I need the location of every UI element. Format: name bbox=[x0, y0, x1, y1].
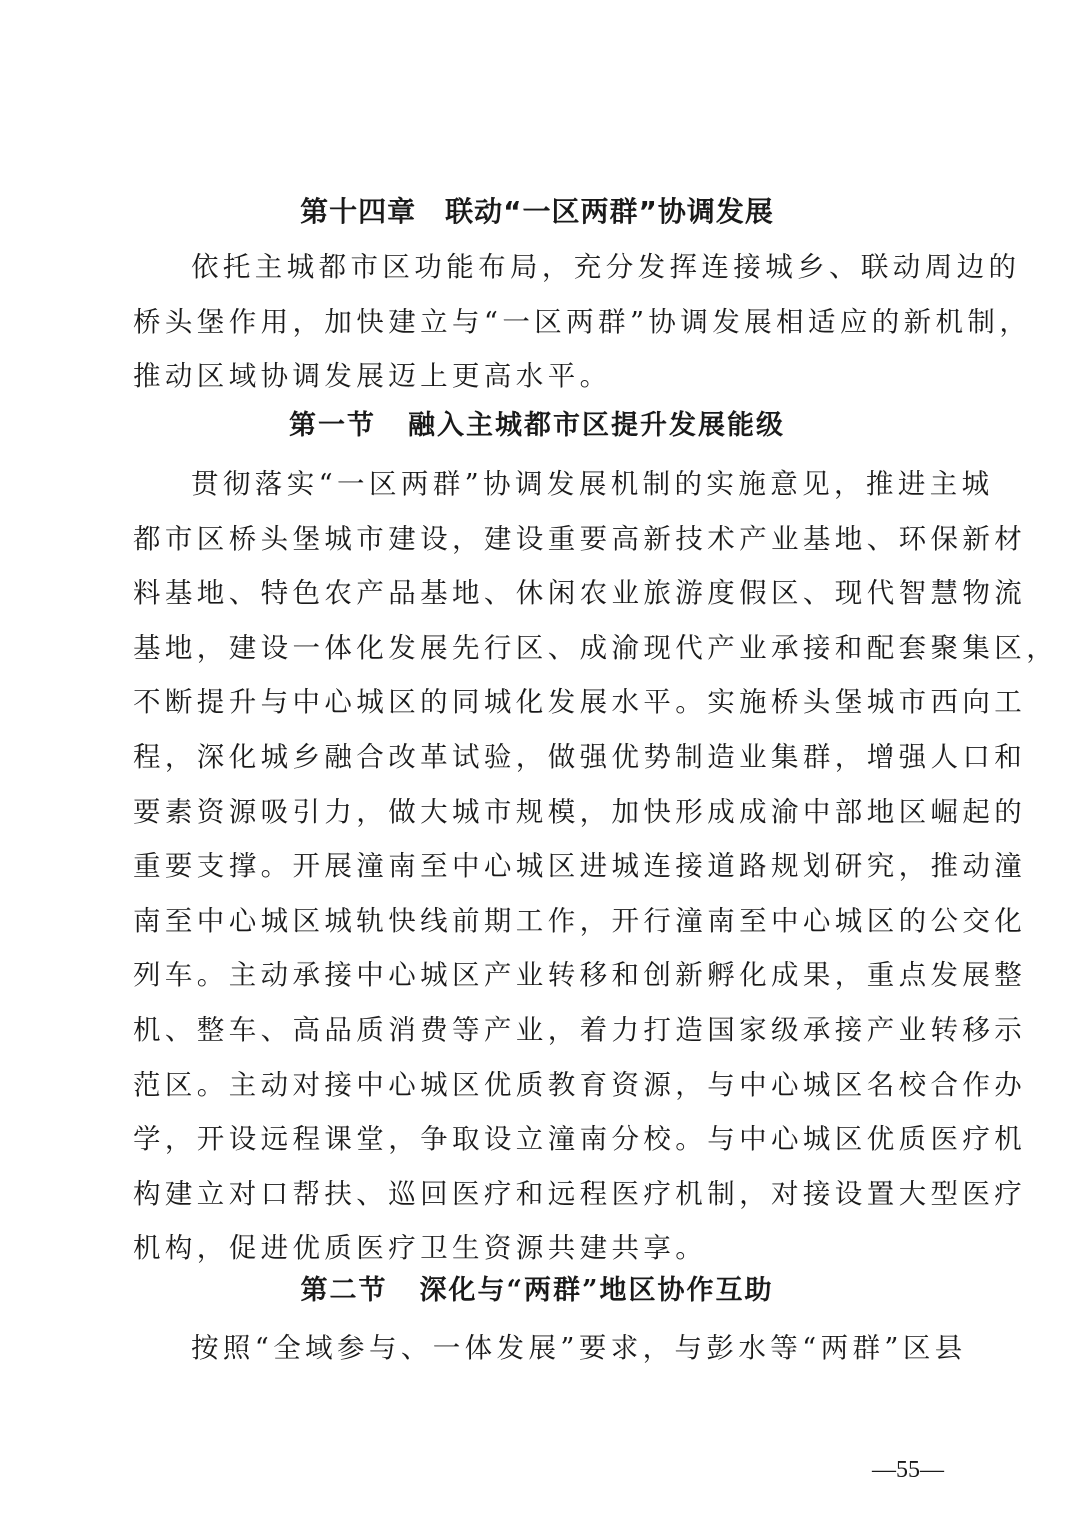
paragraph-line: 要素资源吸引力，做大城市规模，加快形成成渝中部地区崛起的 bbox=[133, 795, 1027, 828]
paragraph-line: 南至中心城区城轨快线前期工作，开行潼南至中心城区的公交化 bbox=[133, 904, 1027, 937]
paragraph-line: 学，开设远程课堂，争取设立潼南分校。与中心城区优质医疗机 bbox=[133, 1123, 1027, 1156]
section-title-text: 深化与“两群”地区协作互助 bbox=[419, 1275, 774, 1306]
paragraph-line: 程，深化城乡融合改革试验，做强优势制造业集群，增强人口和 bbox=[133, 740, 1027, 773]
paragraph-line: 依托主城都市区功能布局，充分发挥连接城乡、联动周边的 bbox=[191, 251, 1021, 283]
intro-paragraph bbox=[133, 240, 1032, 404]
paragraph-line: 贯彻落实“一区两群”协调发展机制的实施意见，推进主城 bbox=[191, 468, 994, 500]
paragraph-line: 重要支撑。开展潼南至中心城区进城连接道路规划研究，推动潼 bbox=[133, 850, 1027, 883]
paragraph-line: 按照“全域参与、一体发展”要求，与彭水等“两群”区县 bbox=[191, 1332, 967, 1364]
paragraph-line: 机构，促进优质医疗卫生资源共建共享。 bbox=[133, 1232, 708, 1265]
paragraph-line: 机、整车、高品质消费等产业，着力打造国家级承接产业转移示 bbox=[133, 1013, 1027, 1046]
paragraph-line: 列车。主动承接中心城区产业转移和创新孵化成果，重点发展整 bbox=[133, 959, 1027, 992]
section-heading-1 bbox=[0, 402, 1074, 450]
section-heading-2 bbox=[0, 1267, 1074, 1315]
chapter-title: 第十四章 联动“一区两群”协调发展 bbox=[300, 195, 774, 228]
section-title-text: 融入主城都市区提升发展能级 bbox=[408, 410, 785, 441]
section-2-paragraph bbox=[133, 1321, 967, 1376]
section-label: 第一节 bbox=[289, 410, 376, 441]
paragraph-line: 都市区桥头堡城市建设，建设重要高新技术产业基地、环保新材 bbox=[133, 522, 1027, 555]
paragraph-line: 构建立对口帮扶、巡回医疗和远程医疗机制，对接设置大型医疗 bbox=[133, 1177, 1027, 1210]
paragraph-line: 范区。主动对接中心城区优质教育资源，与中心城区名校合作办 bbox=[133, 1068, 1027, 1101]
paragraph-line: 料基地、特色农产品基地、休闲农业旅游度假区、现代智慧物流 bbox=[133, 577, 1027, 610]
section-1-paragraph bbox=[133, 457, 1059, 1276]
section-label: 第二节 bbox=[300, 1275, 388, 1306]
paragraph-line: 桥头堡作用，加快建立与“一区两群”协调发展相适应的新机制， bbox=[133, 305, 1032, 338]
paragraph-line: 不断提升与中心城区的同城化发展水平。实施桥头堡城市西向工 bbox=[133, 686, 1027, 719]
paragraph-line: 推动区域协调发展迈上更高水平。 bbox=[133, 360, 612, 393]
paragraph-line: 基地，建设一体化发展先行区、成渝现代产业承接和配套聚集区， bbox=[133, 631, 1059, 664]
page-number: —55— bbox=[872, 1457, 944, 1483]
